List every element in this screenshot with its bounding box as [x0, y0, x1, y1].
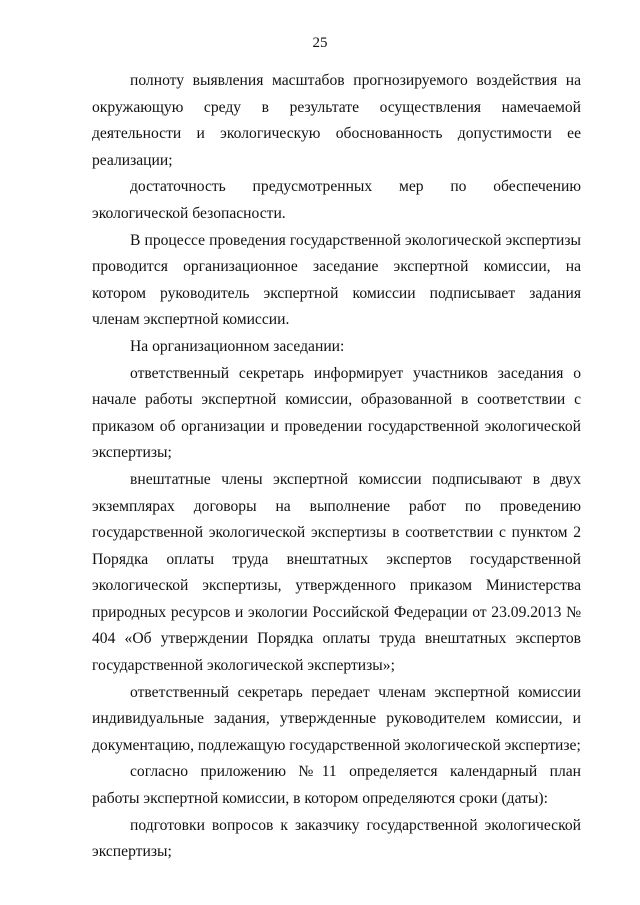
- paragraph-external-members-contracts: внештатные члены экспертной комиссии подписывают в двух экземплярах договоры на выполнение работ по проведению государственной экологической экспертизы в соответствии с пунктом 2 Порядка оплаты труда внештатных экспертов государственной экологической экспертизы, утвержденного приказом Министерства природных ресурсов и экологии Российской Федерации от 23.09.2013 № 404 «Об утверждении Порядка оплаты труда внештатных экспертов государственной экологической экспертизы»;: [92, 470, 581, 675]
- paragraph-organizational-meeting: В процессе проведения государственной экологической экспертизы проводится организационное заседание экспертной комиссии, на котором руководитель экспертной комиссии подписывает задания членам экспертной комиссии.: [92, 231, 581, 329]
- paragraph-safety-measures: достаточность предусмотренных мер по обеспечению экологической безопасности.: [92, 178, 581, 222]
- paragraph-meeting-intro: На организационном заседании:: [130, 337, 345, 355]
- paragraph-impact-assessment-completeness: полноту выявления масштабов прогнозируемого воздействия на окружающую среду в результате осуществления намечаемой деятельности и экологическую обоснованность допустимости ее реализации;: [92, 72, 581, 169]
- paragraph-calendar-plan: согласно приложению №11 определяется календарный план работы экспертной комиссии, в котором определяются сроки (даты):: [92, 763, 581, 808]
- paragraph-secretary-hands-tasks: ответственный секретарь передает членам экспертной комиссии индивидуальные задания, утвержденные руководителем комиссии, и документацию, подлежащую государственной экологической экспертизе;: [92, 683, 581, 754]
- document-body: [92, 68, 581, 866]
- page-number: 25: [312, 35, 328, 51]
- paragraph-questions-preparation: подготовки вопросов к заказчику государственной экологической экспертизы;: [92, 816, 581, 861]
- paragraph-secretary-informs: ответственный секретарь информирует участников заседания о начале работы экспертной комиссии, образованной в соответствии с приказом об организации и проведении государственной экологической экспертизы;: [92, 364, 581, 462]
